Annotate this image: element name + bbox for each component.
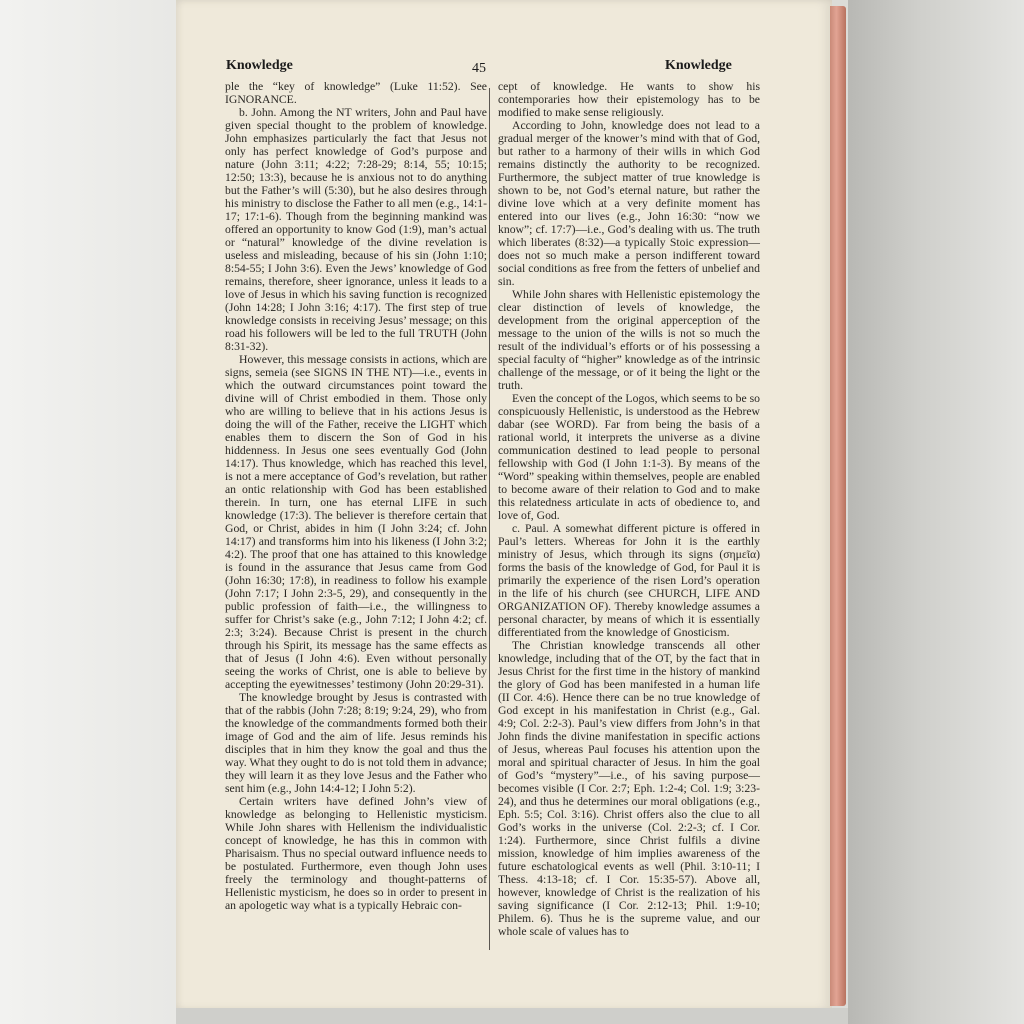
paragraph: While John shares with Hellenistic epistemology the clear distinction of levels of knowledge, the development from the original apperception of the message to the union of the wills is not so much the result of the individual’s efforts or of his possessing a special faculty of “higher” knowledge as of the intrinsic challenge of the message, or of it being the light or the truth. [498,288,760,392]
left-column [225,80,487,912]
paragraph: However, this message consists in actions, which are signs, semeia (see SIGNS IN THE NT)—i.e., events in which the outward circumstances point toward the divine will of Christ embodied in them. Those only who are willing to believe that in his actions Jesus is doing the will of the Father, receive the LIGHT which enables them to discern the Son of God in his hiddenness. In Jesus one sees eventually God (John 14:17). Thus knowledge, which has reached this level, is not a mere acceptance of God’s revelation, but rather an ontic relationship with God has been established therein. In turn, one has eternal LIFE in such knowledge (17:3). The believer is therefore certain that God, or Christ, abides in him (I John 3:24; cf. John 14:17) and transforms him into his likeness (I John 3:2; 4:2). The proof that one has attained to this knowledge is found in the assurance that Jesus came from God (John 16:30; 17:8), in readiness to follow his example (John 7:17; I John 2:3-5, 29), and consequently in the public profession of faith—i.e., the willingness to suffer for Christ’s sake (e.g., John 7:12; I John 4:2; cf. 2:3; 3:24). Because Christ is present in the church through his Spirit, its message has the same effects as that of Jesus (I John 4:6). Even without personally seeing the works of Christ, one is able to believe by accepting the eyewitnesses’ testimony (John 20:29-31). [225,353,487,691]
paragraph: Certain writers have defined John’s view of knowledge as belonging to Hellenistic mysticism. While John shares with Hellenism the individualistic concept of knowledge, he has this in common with Pharisaism. Thus no special outward influence needs to be postulated. Furthermore, even though John uses freely the terminology and thought-patterns of Hellenistic mysticism, he does so in order to present in an apologetic way what is a typically Hebraic con- [225,795,487,912]
right-column [498,80,760,938]
background-right [848,0,1024,1024]
paragraph: cept of knowledge. He wants to show his contemporaries how their epistemology has to be modified to make sense religiously. [498,80,760,119]
background-left [0,0,176,1024]
paragraph: The Christian knowledge transcends all other knowledge, including that of the OT, by the fact that in Jesus Christ for the first time in the history of mankind the glory of God has been manifested in a human life (II Cor. 4:6). Hence there can be no true knowledge of God except in his manifestation in Christ (e.g., Gal. 4:9; Col. 2:2-3). Paul’s view differs from John’s in that John finds the divine manifestation in specific actions of Jesus, whereas Paul focuses his attention upon the moral and spiritual character of Jesus. In him the goal of God’s “mystery”—i.e., of his saving purpose—becomes visible (I Cor. 2:7; Eph. 1:2-4; Col. 1:9; 3:23-24), and thus he determines our moral obligations (e.g., Eph. 5:5; Col. 3:16). Christ offers also the clue to all God’s works in the universe (Col. 2:2-3; cf. I Cor. 1:24). Furthermore, since Christ fulfils a divine mission, knowledge of him implies awareness of the future eschatological events as well (Phil. 3:10-11; I Thess. 4:13-18; cf. I Cor. 15:35-57). Above all, however, knowledge of Christ is the realization of his saving significance (I Cor. 2:12-13; Phil. 1:9-10; Philem. 6). Thus he is the supreme value, and our whole scale of values has to [498,639,760,938]
paragraph: Even the concept of the Logos, which seems to be so conspicuously Hellenistic, is understood as the Hebrew dabar (see WORD). Far from being the basis of a rational world, it interprets the universe as a divine communication destined to lead people to personal fellowship with God (I John 1:1-3). By means of the “Word” speaking within themselves, people are enabled to become aware of their relation to God and to make this relatedness articulate in acts of obedience to, and love of, God. [498,392,760,522]
page-number: 45 [472,61,486,76]
paragraph: ple the “key of knowledge” (Luke 11:52). See IGNORANCE. [225,80,487,106]
paragraph: b. John. Among the NT writers, John and Paul have given special thought to the problem of knowledge. John emphasizes particularly the fact that Jesus not only has perfect knowledge of God’s purpose and nature (John 3:11; 4:22; 7:28-29; 8:14, 55; 10:15; 12:50; 13:3), because he is anxious not to do anything but the Father’s will (5:30), but he also desires through his ministry to disclose the Father to all men (e.g., 14:1-17; 17:1-6). Though from the beginning mankind was offered an opportunity to know God (1:9), man’s actual or “natural” knowledge of the divine revelation is useless and misleading, because of his sin (John 1:10; 8:54-55; I John 3:6). Even the Jews’ knowledge of God remains, therefore, sheer ignorance, unless it leads to a love of Jesus in which his saving function is recognized (John 14:28; I John 3:16; 4:17). The first step of true knowledge consists in receiving Jesus’ message; on this road his followers will be led to the full TRUTH (John 8:31-32). [225,106,487,353]
paragraph: According to John, knowledge does not lead to a gradual merger of the knower’s mind with that of God, but rather to a harmony of their wills in which God remains distinctly the authority to be recognized. Furthermore, the subject matter of true knowledge is shown to be, not God’s eternal nature, but rather the divine love which at a very definite moment has entered into our lives (e.g., John 16:30: “now we know”; cf. 17:7)—i.e., God’s dealing with us. The truth which liberates (8:32)—a typically Stoic expression—does not so much make a person indifferent toward social conditions as free from the fetters of unbelief and sin. [498,119,760,288]
running-head-right: Knowledge [665,58,732,73]
column-divider [489,88,490,950]
bottom-surface [176,1008,848,1024]
running-head-left: Knowledge [226,58,293,73]
paragraph: c. Paul. A somewhat different picture is offered in Paul’s letters. Whereas for John it is the earthly ministry of Jesus, which through its signs (σημεῖα) forms the basis of the knowledge of God, for Paul it is primarily the experience of the risen Lord’s operation in the life of his church (see CHURCH, LIFE AND ORGANIZATION OF). Thereby knowledge assumes a personal character, by means of which it is essentially differentiated from the knowledge of Gnosticism. [498,522,760,639]
page-edge [830,6,846,1006]
paragraph: The knowledge brought by Jesus is contrasted with that of the rabbis (John 7:28; 8:19; 9:24, 29), who from the knowledge of the commandments formed both their image of God and the aim of life. Jesus reminds his disciples that in him they know the goal and thus the way. What they ought to do is not told them in advance; they will learn it as they love Jesus and the Father who sent him (e.g., John 14:4-12; I John 5:2). [225,691,487,795]
